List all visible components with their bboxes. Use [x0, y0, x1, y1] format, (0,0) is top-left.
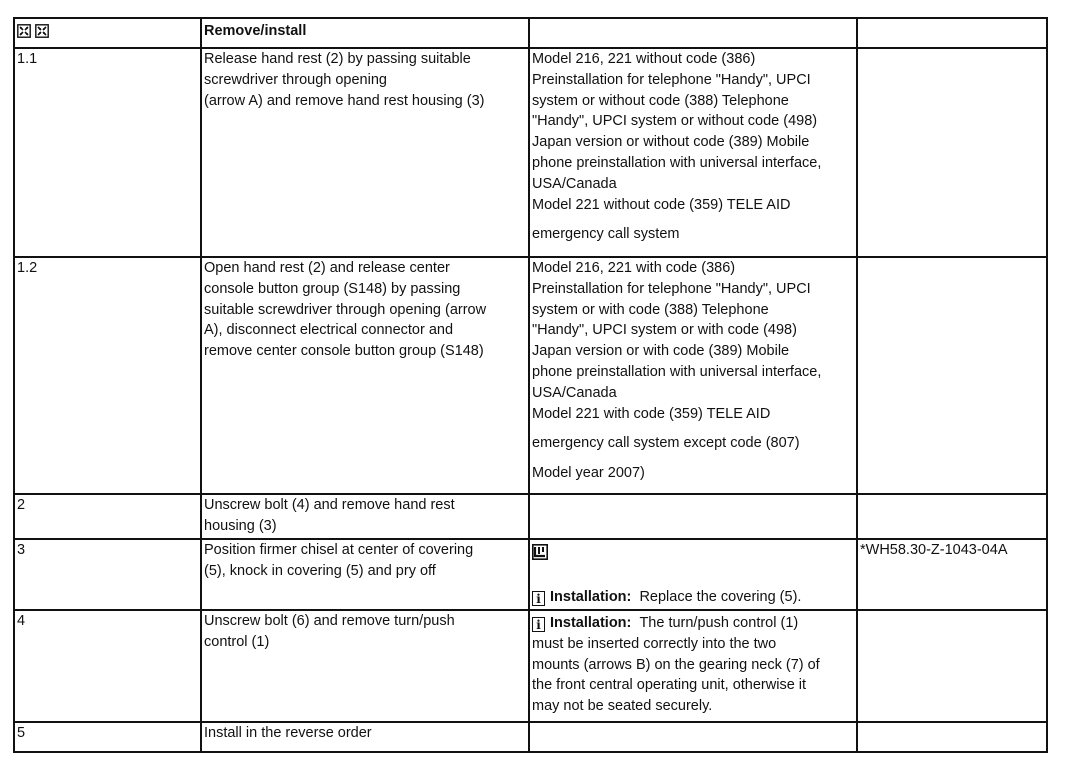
assembly-icon: [35, 24, 49, 38]
procedure-table: [13, 17, 1048, 753]
note-text: Replace the covering (5).: [639, 588, 802, 605]
reference-link[interactable]: *WH58.30-Z-1043-04A: [860, 542, 1008, 558]
table-row: [14, 610, 1047, 722]
action-line: console button group (S148) by passing: [204, 280, 461, 297]
action-line: remove center console button group (S148): [204, 343, 484, 360]
condition-cell: [529, 494, 857, 539]
header-icons-cell: [14, 18, 201, 48]
table-row: [14, 257, 1047, 494]
note-label: Installation:: [550, 615, 632, 631]
reference-cell: [857, 494, 1047, 539]
header-row: [14, 18, 1047, 48]
condition-line: Japan version or without code (389) Mobile: [532, 134, 810, 151]
step-number: 4: [14, 610, 201, 722]
action-line: (5), knock in covering (5) and pry off: [204, 562, 436, 579]
condition-line: Model 221 without code (359) TELE AID: [532, 196, 791, 213]
reference-cell: [857, 257, 1047, 494]
reference-cell: [857, 722, 1047, 752]
note-line: the front central operating unit, otherwise it: [532, 677, 807, 694]
condition-line: system or with code (388) Telephone: [532, 301, 769, 318]
info-icon: i: [532, 617, 545, 632]
installation-note: [532, 613, 854, 634]
reference-cell: [857, 539, 1047, 610]
info-icon: i: [532, 591, 545, 606]
condition-line: emergency call system except code (807): [532, 435, 800, 452]
step-number: 1.2: [14, 257, 201, 494]
condition-line: "Handy", UPCI system or with code (498): [532, 322, 797, 339]
condition-cell: [529, 48, 857, 257]
note-line: must be inserted correctly into the two: [532, 635, 777, 652]
special-tool-icon: [532, 544, 548, 560]
header-title: Remove/install: [201, 18, 529, 48]
condition-line: Preinstallation for telephone "Handy", UPCI: [532, 71, 811, 88]
action-line: control (1): [204, 633, 270, 650]
action-line: Install in the reverse order: [204, 725, 372, 741]
action-line: Position firmer chisel at center of covering: [204, 542, 474, 558]
condition-line: emergency call system: [532, 226, 680, 243]
note-label: Installation:: [550, 588, 632, 605]
note-text: The turn/push control (1): [639, 615, 799, 631]
condition-line: Preinstallation for telephone "Handy", UPCI: [532, 280, 811, 297]
exploded-view-icon: [17, 24, 31, 38]
header-empty-3: [529, 18, 857, 48]
step-number: 2: [14, 494, 201, 539]
reference-cell: [857, 610, 1047, 722]
action-line: Release hand rest (2) by passing suitable: [204, 51, 471, 67]
condition-line: Model 221 with code (359) TELE AID: [532, 405, 771, 422]
condition-cell: [529, 722, 857, 752]
action-cell: [201, 539, 529, 610]
action-line: Unscrew bolt (6) and remove turn/push: [204, 613, 455, 629]
note-line: mounts (arrows B) on the gearing neck (7) of: [532, 656, 820, 673]
condition-line: USA/Canada: [532, 175, 617, 192]
table-row: [14, 494, 1047, 539]
action-line: (arrow A) and remove hand rest housing (3): [204, 92, 485, 109]
header-empty-4: [857, 18, 1047, 48]
condition-line: USA/Canada: [532, 384, 617, 401]
action-line: A), disconnect electrical connector and: [204, 322, 454, 339]
action-line: housing (3): [204, 517, 277, 534]
action-line: suitable screwdriver through opening (arrow: [204, 301, 487, 318]
action-line: Open hand rest (2) and release center: [204, 260, 450, 276]
installation-note: [532, 587, 854, 608]
action-cell: [201, 610, 529, 722]
action-line: Unscrew bolt (4) and remove hand rest: [204, 497, 455, 513]
step-number: 3: [14, 539, 201, 610]
action-cell: [201, 494, 529, 539]
table-row: [14, 48, 1047, 257]
condition-cell: [529, 257, 857, 494]
condition-line: "Handy", UPCI system or without code (498): [532, 113, 818, 130]
step-number: 1.1: [14, 48, 201, 257]
condition-line: system or without code (388) Telephone: [532, 92, 789, 109]
condition-line: Model 216, 221 with code (386): [532, 260, 736, 276]
action-cell: [201, 722, 529, 752]
action-line: screwdriver through opening: [204, 71, 387, 88]
table-row: [14, 539, 1047, 610]
condition-line: Japan version or with code (389) Mobile: [532, 343, 790, 360]
note-line: may not be seated securely.: [532, 698, 713, 715]
note-cell: [529, 539, 857, 610]
note-cell: [529, 610, 857, 722]
action-cell: [201, 48, 529, 257]
condition-line: Model 216, 221 without code (386): [532, 51, 756, 67]
condition-line: phone preinstallation with universal interface,: [532, 363, 822, 380]
condition-line: Model year 2007): [532, 465, 645, 482]
condition-line: phone preinstallation with universal interface,: [532, 154, 822, 171]
step-number: 5: [14, 722, 201, 752]
reference-cell: [857, 48, 1047, 257]
action-cell: [201, 257, 529, 494]
table-row: [14, 722, 1047, 752]
